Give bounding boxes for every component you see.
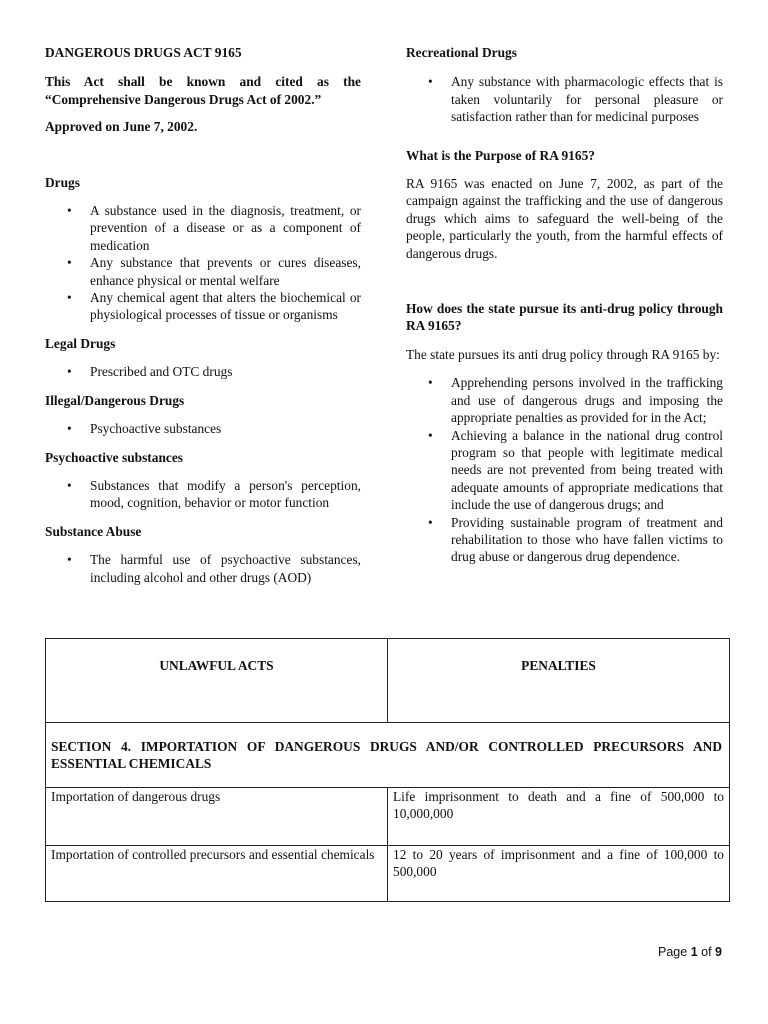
psychoactive-heading: Psychoactive substances (45, 449, 183, 465)
page-total: 9 (715, 945, 722, 959)
section-title: SECTION 4. IMPORTATION OF DANGEROUS DRUGS AND/OR CONTROLLED PRECURSORS AND ESSENTIAL CHEMICALS (46, 723, 730, 788)
penalty-cell: 12 to 20 years of imprisonment and a fine of 100,000 to 500,000 (388, 846, 730, 902)
policy-intro: The state pursues its anti drug policy through RA 9165 by: (406, 346, 720, 362)
penalties-table (45, 638, 730, 902)
recreational-heading: Recreational Drugs (406, 45, 517, 60)
list-item: • Any substance with pharmacologic effects that is taken voluntarily for personal pleasure or satisfaction rather than for medicinal purposes (406, 73, 723, 125)
legal-drugs-heading: Legal Drugs (45, 335, 116, 351)
purpose-heading: What is the Purpose of RA 9165? (406, 147, 595, 163)
unlawful-act-cell: Importation of controlled precursors and essential chemicals (46, 846, 388, 902)
illegal-drugs-list (45, 420, 361, 437)
page-current: 1 (690, 945, 698, 959)
list-item: • Prescribed and OTC drugs (45, 363, 361, 380)
unlawful-act-cell: Importation of dangerous drugs (46, 788, 388, 846)
policy-heading: How does the state pursue its anti-drug policy through RA 9165? (406, 301, 723, 334)
drugs-heading: Drugs (45, 174, 80, 190)
list-item: • Any substance that prevents or cures diseases, enhance physical or mental welfare (45, 254, 361, 289)
recreational-list (406, 73, 723, 125)
document-title: DANGEROUS DRUGS ACT 9165 (45, 45, 242, 60)
table-row (46, 846, 730, 902)
substance-abuse-list (45, 551, 361, 586)
header-unlawful-acts: UNLAWFUL ACTS (46, 639, 388, 723)
left-column (45, 44, 361, 586)
page-footer (658, 944, 722, 961)
substance-abuse-heading: Substance Abuse (45, 523, 142, 539)
psychoactive-list (45, 477, 361, 512)
list-item: • Apprehending persons involved in the trafficking and use of dangerous drugs and imposing the appropriate penalties as provided for in the Act; (406, 374, 723, 426)
table-header-row (46, 639, 730, 723)
page-label: Page (658, 945, 688, 959)
act-intro: This Act shall be known and cited as the “Comprehensive Dangerous Drugs Act of 2002.” (45, 74, 361, 107)
table-row (46, 788, 730, 846)
approved-date: Approved on June 7, 2002. (45, 119, 198, 135)
list-item: • Any chemical agent that alters the biochemical or physiological processes of tissue or organisms (45, 289, 361, 324)
of-label: of (701, 945, 712, 959)
section-row (46, 723, 730, 788)
list-item: • Achieving a balance in the national drug control program so that people with legitimate medical needs are not prevented from being treated with adequate amounts of appropriate medications that include the use of dangerous drugs; and (406, 427, 723, 514)
list-item: • A substance used in the diagnosis, treatment, or prevention of a disease or as a component of medication (45, 202, 361, 254)
list-item: • The harmful use of psychoactive substances, including alcohol and other drugs (AOD) (45, 551, 361, 586)
legal-drugs-list (45, 363, 361, 380)
policy-list (406, 374, 723, 565)
penalty-cell: Life imprisonment to death and a fine of 500,000 to 10,000,000 (388, 788, 730, 846)
list-item: • Substances that modify a person's perception, mood, cognition, behavior or motor function (45, 477, 361, 512)
drugs-list (45, 202, 361, 324)
purpose-text: RA 9165 was enacted on June 7, 2002, as part of the campaign against the trafficking and the use of dangerous drugs which aims to safeguard the well-being of the people, particularly the youth, from the harmful effects of dangerous drugs. (406, 176, 723, 261)
list-item: • Providing sustainable program of treatment and rehabilitation to those who have fallen victims to drug abuse or dangerous drug dependence. (406, 514, 723, 566)
right-column (406, 44, 723, 566)
header-penalties: PENALTIES (388, 639, 730, 723)
list-item: • Psychoactive substances (45, 420, 361, 437)
illegal-drugs-heading: Illegal/Dangerous Drugs (45, 392, 185, 408)
